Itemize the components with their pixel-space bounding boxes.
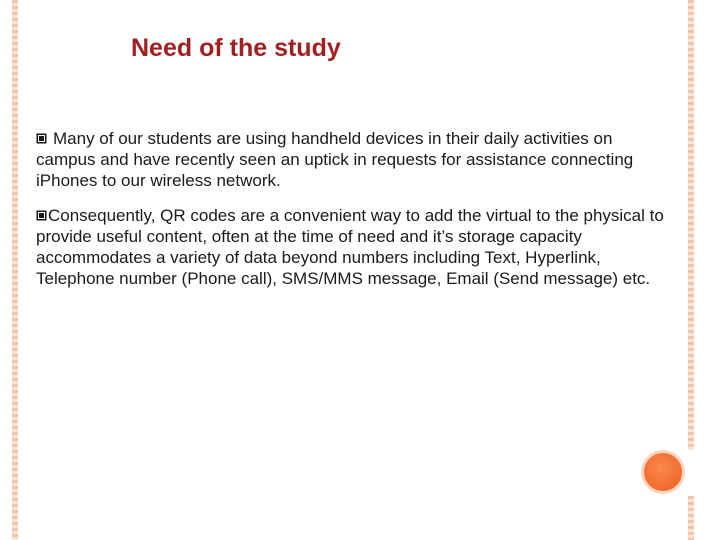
bullet-text: Consequently, QR codes are a convenient way to add the virtual to the physical to provide useful content, often at the time of need and it’s storage capacity accommodates a variety of data beyond numbers including Text, Hyperlink, Telephone number (Phone call), SMS/MMS message, Email (Send message) etc.: [36, 206, 664, 288]
bullet-item: [36, 128, 676, 191]
bullet-item: [36, 205, 676, 289]
bullet-list: [36, 128, 676, 303]
decorative-circle-icon: [641, 450, 685, 494]
slide-title: Need of the study: [131, 34, 341, 62]
decorative-frame-right: [688, 0, 694, 450]
checkbox-bullet-icon: [36, 133, 47, 144]
decorative-frame-right-tail: [688, 496, 694, 540]
checkbox-bullet-icon: [36, 210, 47, 221]
bullet-text: Many of our students are using handheld devices in their daily activities on campus and have recently seen an uptick in requests for assistance connecting iPhones to our wireless network.: [36, 129, 634, 190]
decorative-frame-left: [12, 0, 18, 540]
